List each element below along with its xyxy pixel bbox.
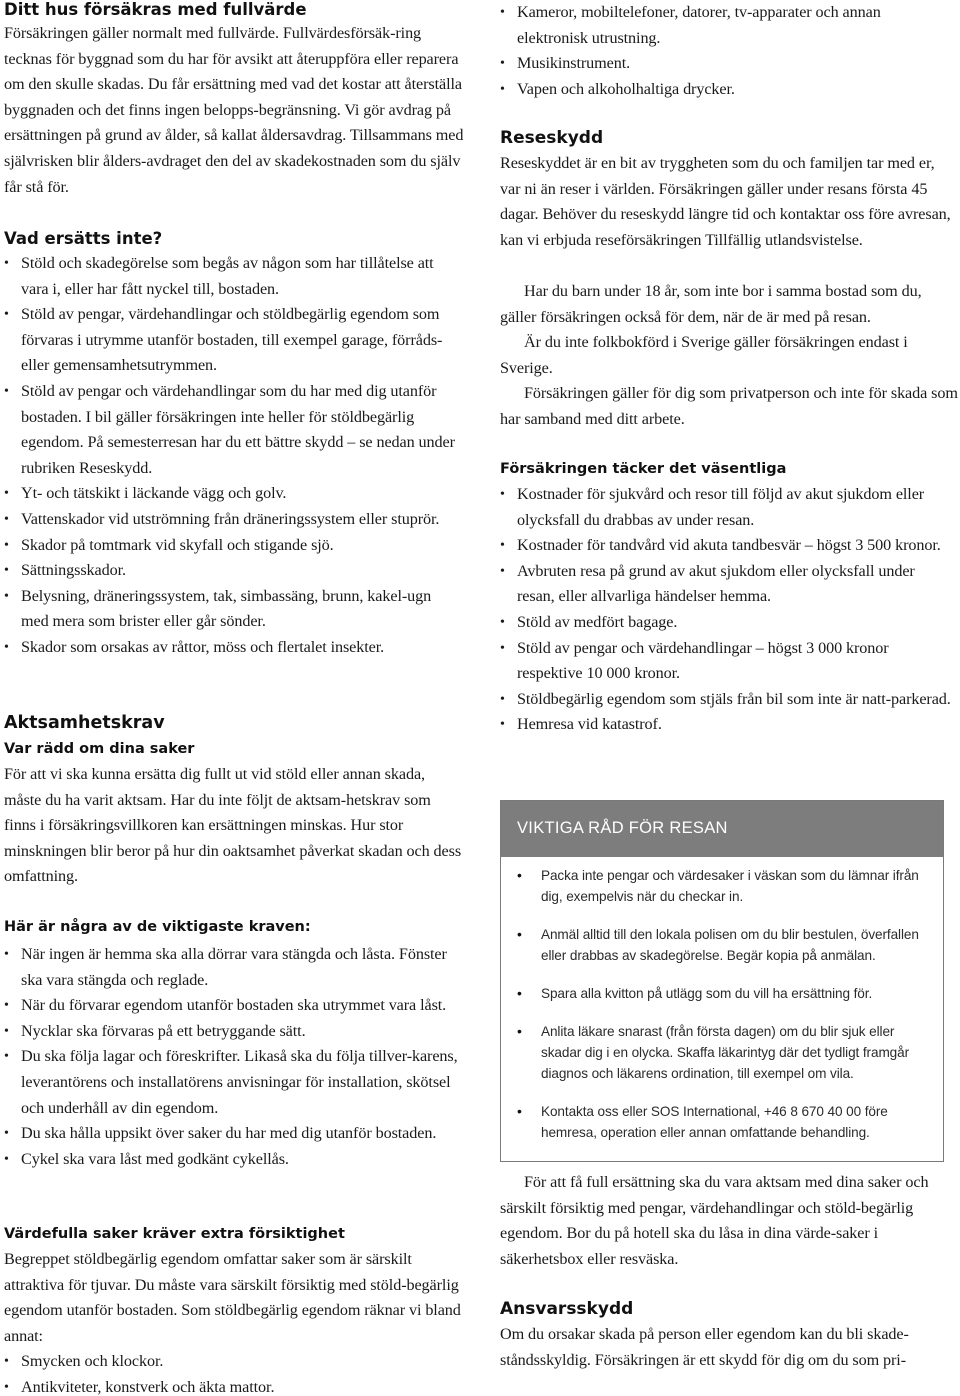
list-item: • När du förvarar egendom utanför bostaden ska utrymmet vara låst. [4,993,460,1019]
care-heading: Aktsamhetskrav [4,713,165,733]
list-item: • Kostnader för tandvård vid akuta tandbesvär – högst 3 500 kronor. [500,533,952,559]
list-item: • Kameror, mobiltelefoner, datorer, tv-apparater och annan elektronisk utrustning. [500,0,952,51]
advice-list [501,865,943,1143]
travel-heading: Reseskydd [500,128,604,148]
valuables-heading: Värdefulla saker kräver extra försiktighet [4,1226,345,1242]
liability-text: Om du orsakar skada på person eller egendom kan du bli skade-ståndsskyldig. Försäkringen är ett skydd för dig om du som pri- [500,1325,909,1369]
list-item: • Musikinstrument. [500,51,952,77]
list-item: • Belysning, dräneringssystem, tak, simbassäng, brunn, kakel-ugn med mera som brister eller går sönder. [4,584,460,635]
list-item: • Vattenskador vid utströmning från dräneringssystem eller stuprör. [4,507,460,533]
list-item: • Stöld av pengar och värdehandlingar – högst 3 000 kronor respektive 10 000 kronor. [500,636,952,687]
valuables-text: Begreppet stöldbegärlig egendom omfattar saker som är särskilt attraktiva för tjuvar. Du måste vara särskilt försiktig med stöld-begärlig egendom utanför bostaden. Som stöldbegärlig egendom räknar vi bland annat: [4,1250,461,1345]
list-item: • Yt- och tätskikt i läckande vägg och golv. [4,481,460,507]
list-item: • Nycklar ska förvaras på ett betryggande sätt. [4,1019,460,1045]
list-item: • Avbruten resa på grund av akut sjukdom eller olycksfall under resan, eller allvarliga händelser hemma. [500,559,952,610]
list-item: • Skador som orsakas av råttor, möss och flertalet insekter. [4,635,460,661]
list-item: • Smycken och klockor. [4,1349,460,1375]
list-item: • Packa inte pengar och värdesaker i väskan som du lämnar ifrån dig, exempelvis när du checkar in. [517,865,925,907]
not-covered-heading: Vad ersätts inte? [4,229,163,248]
list-item: • Hemresa vid katastrof. [500,712,952,738]
valuables-list-continued [500,0,952,102]
list-item: • När ingen är hemma ska alla dörrar vara stängda och låsta. Fönster ska vara stängda och reglade. [4,942,460,993]
liability-heading: Ansvarsskydd [500,1299,634,1319]
list-item: • Anmäl alltid till den lokala polisen om du blir bestulen, överfallen eller drabbas av skadegörelse. Begär kopia på anmälan. [517,924,925,966]
list-item: • Stöld och skadegörelse som begås av någon som har tillåtelse att vara i, eller har fått nyckel till, bostaden. [4,251,460,302]
full-value-heading: Ditt hus försäkras med fullvärde [4,0,307,19]
travel-text-4: Försäkringen gäller för dig som privatperson och inte för skada som har samband med ditt arbete. [500,384,958,428]
travel-text-1: Reseskyddet är en bit av tryggheten som du och familjen tar med er, var ni än reser i världen. Försäkringen gäller under resans första 45 dagar. Behöver du reseskydd längre tid och kontaktar oss före avresan, kan vi erbjuda reseförsäkringen Tillfällig utlandsvistelse. [500,154,951,249]
covers-heading: Försäkringen täcker det väsentliga [500,461,787,477]
list-item: • Anlita läkare snarast (från första dagen) om du blir sjuk eller skadar dig i en olycka. Skaffa läkarintyg där det tydligt framgår diagnos och läkarens ordination, till exempel om vila. [517,1021,925,1084]
list-item: • Skador på tomtmark vid skyfall och stigande sjö. [4,533,460,559]
list-item: • Stöld av medfört bagage. [500,610,952,636]
list-item: • Vapen och alkoholhaltiga drycker. [500,77,952,103]
advice-box-title: VIKTIGA RÅD FÖR RESAN [501,801,943,857]
list-item: • Stöld av pengar och värdehandlingar som du har med dig utanför bostaden. I bil gäller försäkringen inte heller för stöldbegärlig egendom. På semesterresan har du ett bättre skydd – se nedan under rubriken Reseskydd. [4,379,460,481]
requirements-heading: Här är några av de viktigaste kraven: [4,919,311,935]
list-item: • Stöld av pengar, värdehandlingar och stöldbegärlig egendom som förvaras i utrymme utanför bostaden, till exempel garage, förråds- eller gemensamhetsutrymmen. [4,302,460,379]
covers-list [500,482,952,738]
travel-text-3: Är du inte folkbokförd i Sverige gäller försäkringen endast i Sverige. [500,333,908,377]
requirements-list [4,942,460,1172]
travel-advice-box [500,800,944,1162]
list-item: • Du ska hålla uppsikt över saker du har med dig utanför bostaden. [4,1121,460,1147]
list-item: • Sättningsskador. [4,558,460,584]
travel-text-2: Har du barn under 18 år, som inte bor i samma bostad som du, gäller försäkringen också för dem, när de är med på resan. [500,282,922,326]
care-subheading: Var rädd om dina saker [4,741,195,757]
list-item: • Spara alla kvitton på utlägg som du vill ha ersättning för. [517,983,925,1004]
list-item: • Kontakta oss eller SOS International, +46 8 670 40 00 före hemresa, operation eller annan omfattande behandling. [517,1101,925,1143]
list-item: • Stöldbegärlig egendom som stjäls från bil som inte är natt-parkerad. [500,687,952,713]
valuables-list [4,1349,460,1396]
list-item: • Kostnader för sjukvård och resor till följd av akut sjukdom eller olycksfall du drabbas av under resan. [500,482,952,533]
list-item: • Antikviteter, konstverk och äkta mattor. [4,1375,460,1396]
full-value-text: Försäkringen gäller normalt med fullvärde. Fullvärdesförsäk-ring tecknas för byggnad som du har för avsikt att återuppföra eller reparera om den skulle skadas. Du får ersättning med vad det kostar att återställa byggnaden och det finns ingen belopps-begränsning. Vi gör avdrag på ersättningen på grund av ålder, så kallat åldersavdrag. Tillsammans med självrisken blir ålders-avdraget den del av skadekostnaden som du själv får stå för. [4,24,464,196]
list-item: • Du ska följa lagar och föreskrifter. Likaså ska du följa tillver-karens, leverantörens och installatörens anvisningar för installation, skötsel och underhåll av din egendom. [4,1044,460,1121]
not-covered-list [4,251,460,661]
care-text: För att vi ska kunna ersätta dig fullt ut vid stöld eller annan skada, måste du ha varit aktsam. Har du inte följt de aktsam-hetskrav som finns i försäkringsvillkoren kan ersättningen minskas. Hur stor minskningen blir beror på hur din oaktsamhet påverkat skadan och dess omfattning. [4,765,462,886]
after-box-text: För att få full ersättning ska du vara aktsam med dina saker och särskilt försiktig med pengar, värdehandlingar och stöld-begärlig egendom. Bor du på hotell ska du låsa in dina värde-saker i säkerhetsbox eller resväska. [500,1173,929,1268]
list-item: • Cykel ska vara låst med godkänt cykellås. [4,1147,460,1173]
